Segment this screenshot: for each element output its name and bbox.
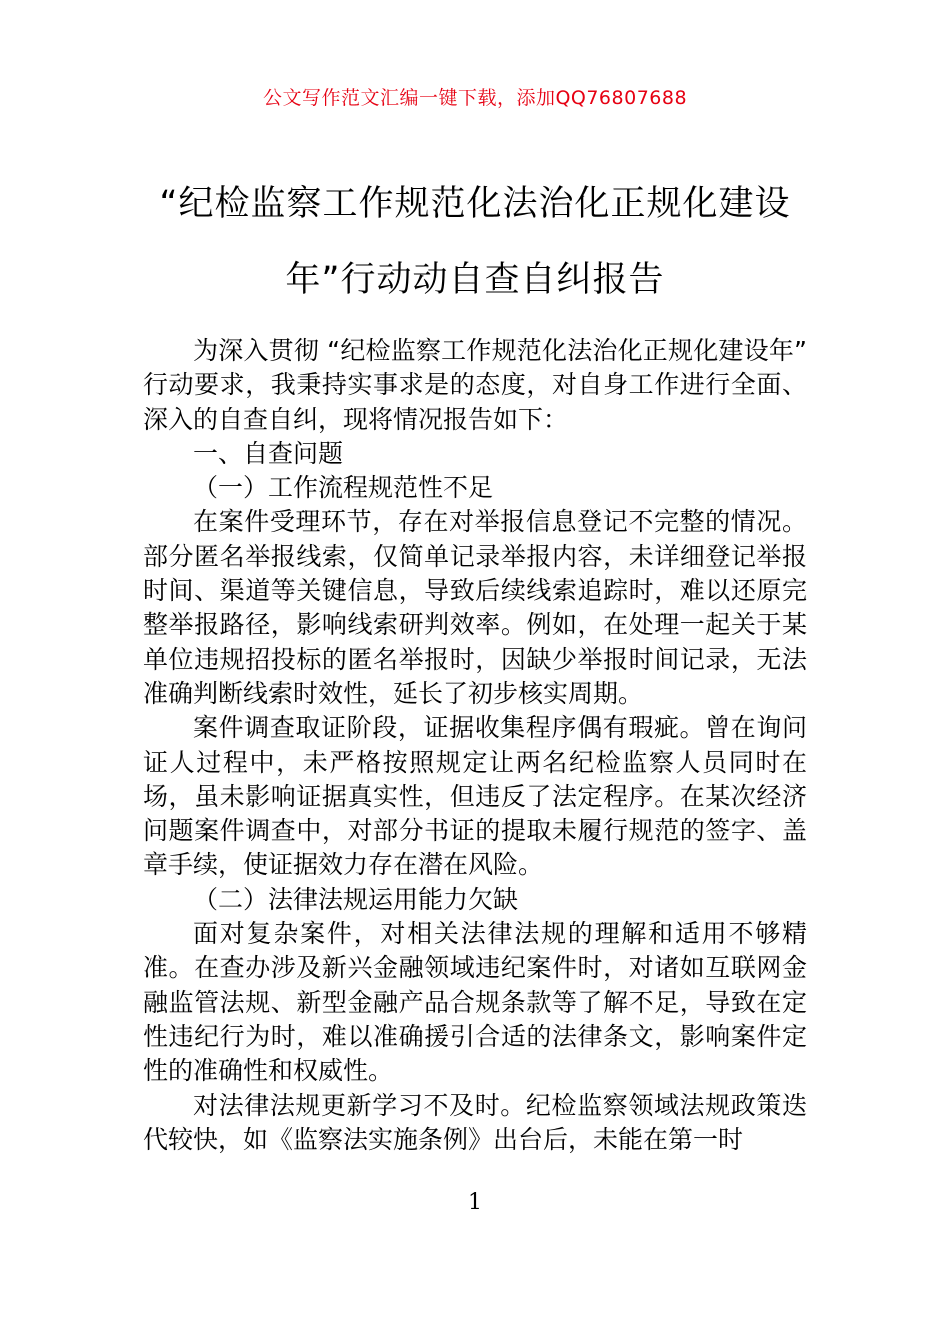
intro-paragraph: 为深入贯彻 “纪检监察工作规范化法治化正规化建设年” 行动要求，我秉持实事求是的态度，对自身工作进行全面、深入的自查自纠，现将情况报告如下：: [143, 336, 807, 434]
body-paragraph: 面对复杂案件，对相关法律法规的理解和适用不够精准。在查办涉及新兴金融领域违纪案件时，对诸如互联网金融监管法规、新型金融产品合规条款等了解不足，导致在定性违纪行为时，难以准确援引合适的法律条文，影响案件定性的准确性和权威性。: [143, 919, 807, 1086]
subsection-heading-1: （一）工作流程规范性不足: [193, 473, 494, 503]
document-body: [143, 334, 807, 1157]
document-title-line-2: 年”行动动自查自纠报告: [285, 260, 665, 300]
document-title-line-1: “纪检监察工作规范化法治化正规化建设: [159, 184, 791, 224]
body-paragraph: 对法律法规更新学习不及时。纪检监察领域法规政策迭代较快，如《监察法实施条例》出台后，未能在第一时: [143, 1090, 807, 1154]
body-paragraph: 在案件受理环节，存在对举报信息登记不完整的情况。部分匿名举报线索，仅简单记录举报内容，未详细登记举报时间、渠道等关键信息，导致后续线索追踪时，难以还原完整举报路径，影响线索研判效率。例如，在处理一起关于某单位违规招投标的匿名举报时，因缺少举报时间记录，无法准确判断线索时效性，延长了初步核实周期。: [143, 507, 807, 708]
body-paragraph: 案件调查取证阶段，证据收集程序偶有瑕疵。曾在询问证人过程中，未严格按照规定让两名纪检监察人员同时在场，虽未影响证据真实性，但违反了法定程序。在某次经济问题案件调查中，对部分书证的提取未履行规范的签字、盖章手续，使证据效力存在潜在风险。: [143, 713, 807, 880]
section-heading-1: 一、自查问题: [193, 438, 344, 468]
page-number: 1: [468, 1190, 482, 1215]
document-title: [120, 166, 830, 318]
subsection-heading-2: （二）法律法规运用能力欠缺: [193, 884, 519, 914]
download-banner: 公文写作范文汇编一键下载，添加QQ76807688: [262, 87, 688, 109]
